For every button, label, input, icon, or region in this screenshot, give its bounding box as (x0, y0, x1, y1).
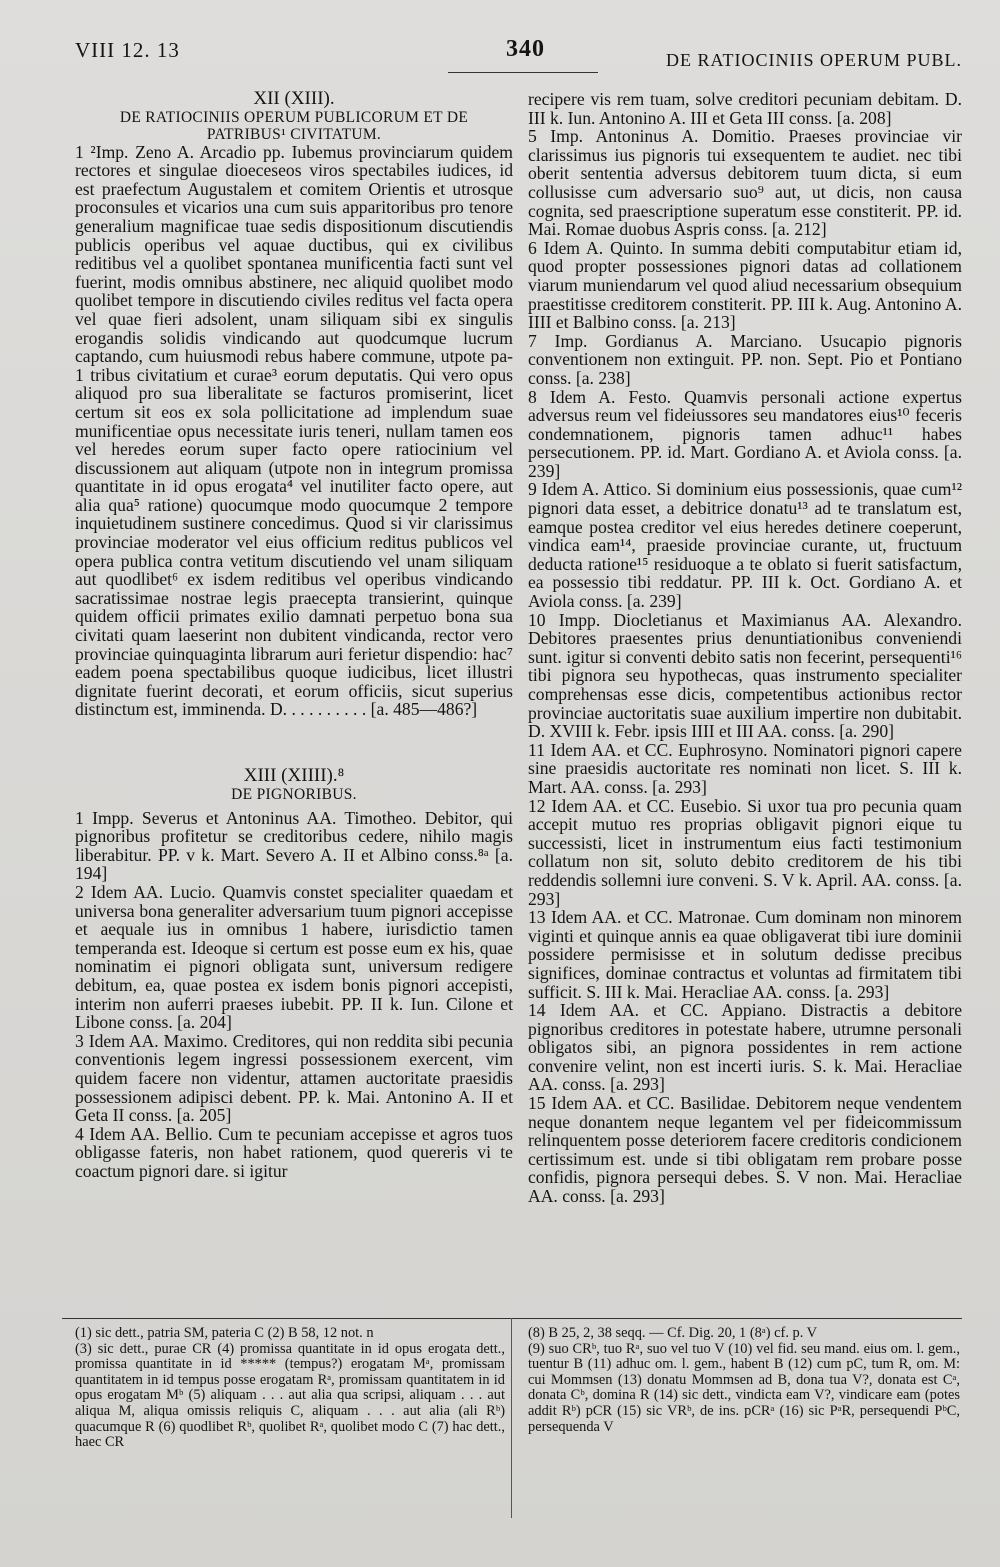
law-entry-14: 14 Idem AA. et CC. Appiano. Distractis a debitore pignoribus creditores in potestate habere, utrumne personali obligatos sibi, an pignora possidentes in rem actione convenire velint, non est incerti iuris. S. k. Mai. Heracliae AA. conss. [a. 293] (528, 1000, 962, 1095)
law-entry-3: 3 Idem AA. Maximo. Creditores, qui non reddita sibi pecunia conventionis legem ingressi possessionem exercent, vim quidem facere non videntur, attamen auctoritate praesidis possessionem adipisci debent. PP. k. Mai. Antonino A. II et Geta II conss. [a. 205] (75, 1030, 513, 1126)
footnote-column-divider (511, 1318, 512, 1518)
section-title-xiii: XIII (XIIII).⁸ (243, 765, 345, 786)
page-number-rule (448, 72, 598, 73)
running-head-right: DE RATIOCINIIS OPERUM PUBL. (665, 50, 962, 70)
law-entry-13: 13 Idem AA. et CC. Matronae. Cum dominam non minorem viginti et quinque annis ea quae obligaverat tibi iure dominii possidere permisisse et in solutum dedisse precibus significes, dominae contractus et voluntas ad firmitatem tibi sufficit. S. III k. Mai. Heracliae AA. conss. [a. 293] (528, 907, 962, 1002)
law-entry-4-continued: recipere vis rem tuam, solve creditori pecuniam debitam. D. III k. Iun. Antonino A. III et Geta III conss. [a. 208] (528, 89, 962, 128)
law-entry-10: 10 Impp. Diocletianus et Maximianus AA. Alexandro. Debitores praesentes prius denuntiationibus conveniendi sunt. igitur si conventi debito satis non fecerint, persequenti¹⁶ tibi pignora seu hypothecas, quas instrumento specialiter comprehensas esse dicis, competentibus actionibus rector provinciae auctoritatis suae auxilium impertire non dubitabit. D. XVIII k. Febr. ipsis IIII et III AA. conss. [a. 290] (528, 609, 962, 742)
section-subtitle-xiii: DE PIGNORIBUS. (231, 785, 357, 803)
law-entry-8: 8 Idem A. Festo. Quamvis personali actione expertus adversus reum vel fideiussores seu mandatores eius¹⁰ feceris condemnationem, pignoris tamen adhuc¹¹ habes persecutionem. PP. id. Mart. Gordiano A. et Aviola conss. [a. 239] (528, 386, 962, 481)
footnote-block: (1) sic dett., patria SM, pateria C (2) B 58, 12 not. n (75, 1325, 374, 1341)
law-entry-11: 11 Idem AA. et CC. Euphrosyno. Nominatori pignori capere sine praesidis auctoritate res nominati non licet. S. III k. Mart. AA. conss. [a. 293] (528, 739, 962, 797)
left-column (75, 90, 513, 1180)
running-head-left: VIII 12. 13 (75, 38, 180, 62)
law-entry-12: 12 Idem AA. et CC. Eusebio. Si uxor tua pro pecunia quam accepit mutuo res proprias obligavit pignori eique tu successisti, licet in instrumentum eius facti testimonium collatum non sit, soluto debito creditorem de his tibi reddendis sollemni iure conveni. S. V k. April. AA. conss. [a. 293] (528, 795, 962, 909)
footnote-rule-right (510, 1318, 962, 1319)
right-column (528, 90, 962, 1206)
law-entry-15: 15 Idem AA. et CC. Basilidae. Debitorem neque vendentem neque donantem neque legantem vel per fideicommissum relinquentem posse deteriorem facere creditoris condicionem certissimum est. unde si tibi obligatam rem probare posse confidis, pignora persequi debes. S. V non. Mai. Heracliae AA. conss. [a. 293] (528, 1093, 962, 1207)
footnote-block: (3) sic dett., purae CR (4) promissa quantitate in id opus erogata dett., promissa quantitate in id ***** (tempus?) erogatam Mᵃ, promissam quantitatem in id tempus posse erogatam Rᵃ, promissam quantitatem in id opus erogatam Mᵇ (5) aliquam . . . aut alia qua scripsi, aliquam . . . aut aliqua M, aliqua omissis reliquis C, aliquam . . . aut alia (ali Rᵇ) quacumque R (6) quodlibet Rᵇ, quolibet Rᵃ, quolibet modo C (7) hac dett., haec CR (75, 1340, 505, 1451)
footnotes-right (528, 1326, 960, 1435)
section-title-xii: XII (XIII). (253, 88, 335, 109)
footnotes-left (75, 1326, 505, 1451)
section-subtitle-xii-line1: DE RATIOCINIIS OPERUM PUBLICORUM ET DE (119, 108, 469, 126)
law-entry-9: 9 Idem A. Attico. Si dominium eius possessionis, quae cum¹² pignori data esset, a debitrice donatu¹³ ad te translatum est, eamque postea creditor vel eius heredes detinere coeperunt, vindica eam¹⁴, praeside provinciae curante, ut, fructuum deducta ratione¹⁵ residuoque a te oblato si fuerit satisfactum, ea possessio tibi reddatur. PP. III k. Oct. Gordiano A. et Aviola conss. [a. 239] (528, 479, 962, 612)
law-entry-1: 1 Impp. Severus et Antoninus AA. Timotheo. Debitor, qui pignoribus profitetur se creditoribus cedere, nihilo magis liberabitur. PP. v k. Mart. Severo A. II et Albino conss.⁸ᵃ [a. 194] (75, 807, 513, 884)
law-entry-2: 2 Idem AA. Lucio. Quamvis constet specialiter quaedam et universa bona generaliter adversarium tuum pignori accepisse et aequale ius in omnibus 1 habere, iurisdictio tamen temperanda est. Ideoque si certum est posse eum ex his, quae nominatim ei pignori obligata sunt, universum redigere debitum, ea, quae postea ex isdem bonis pignori accepisti, interim non auferri praeses iubebit. PP. II k. Iun. Cilone et Libone conss. [a. 204] (75, 881, 513, 1033)
law-entry-6: 6 Idem A. Quinto. In summa debiti computabitur etiam id, quod propter possessiones pignori datas ad collationem viarum muniendarum vel quod aliud necessarium obsequium praestitisse creditorem constiterit. PP. III k. Aug. Antonino A. IIII et Balbino conss. [a. 213] (528, 237, 962, 333)
section-gap (75, 719, 513, 767)
section-text-xii: 1 ²Imp. Zeno A. Arcadio pp. Iubemus provinciarum quidem rectores et singulae dioeceseos viros spectabiles iudices, id est praefectum Augustalem et comitem Orientis et utrosque proconsules et vicarios una cum suis apparitoribus pro tenore generalium magnificae tuae sedis dispositionum discutiendis publicis operibus vel aquae ductibus, qui ex civilibus reditibus vel a quolibet spontanea munificentia facti sunt vel fuerint, modis omnibus abstinere, nec aliquid quolibet modo quolibet tempore in discutiendo civiles reditus vel facta opera vel quae fieri adsolent, unam siliquam sibi ex singulis erogandis solidis vindicando aut quodcumque lucrum captando, cum huiusmodi rebus habere commune, utpote pa- 1 tribus civitatium et curae³ eorum deputatis. Qui vero opus aliquod pro sua liberalitate se facturos promiserint, licet certum sit eos ex sola pollicitatione ad implendum suae munificentiae opus necessitate iuris teneri, nullam tamen eos vel heredes eorum super facto opere ratiocinium vel discussionem aut aliquam (utpote non in integrum promissa quantitate in id opus erogata⁴ vel inutiliter facto opere, aut alia qua⁵ ratione) quocumque modo quocumque 2 tempore inquietudinem sustinere concedimus. Quod si vir clarissimus provinciae moderator vel eius officium reditus publicos vel opera publica contra vetitum discutiendo vel unam siliquam aut quodlibet⁶ ex isdem reditibus vel operibus vindicando sacratissimae nostrae legis praecepta transierint, quinque quidem officii primates exilio damnati perpetuo bona sua civitati quam laeserint non dubitent vindicanda, rector vero provinciae quinquaginta librarum auri ferietur dispendio: hac⁷ eadem poena spectabilibus quoque iudicibus, licet illustri dignitate fuerint decorati, et eorum officiis, sicut superius distinctum est, imminenda. D. . . . . . . . . . [a. 485—486?] (75, 141, 513, 720)
page-number: 340 (506, 36, 545, 62)
law-entry-7: 7 Imp. Gordianus A. Marciano. Usucapio pignoris conventionem non extinguit. PP. non. Sept. Pio et Pontiano conss. [a. 238] (528, 330, 962, 388)
law-entry-4: 4 Idem AA. Bellio. Cum te pecuniam accepisse et agros tuos obligasse fateris, non habet rationem, quod quereris vi te coactum pignori dare. si igitur (75, 1123, 513, 1181)
footnote-block: (9) suo CRᵇ, tuo Rᵃ, suo vel tuo V (10) vel fid. seu mand. eius om. l. gem., tuentur B (11) adhuc om. l. gem., habent B (12) cum pC, tum R, om. M: cui Mommsen (13) donatu Mommsen ad B, dona tua V?, donata est Cᵃ, donata Cᵇ, domina R (14) sic dett., vindicta eam V?, vindicare eam (potes addit Rᵇ) pCR (15) sic VRᵇ, de ins. pCRᵃ (16) sic PᵃR, persequendi PᵇC, persequenda V (528, 1340, 960, 1435)
section-subtitle-xii-line2: PATRIBUS¹ CIVITATUM. (206, 125, 382, 143)
footnote-block: (8) B 25, 2, 38 seqq. — Cf. Dig. 20, 1 (8ᵃ) cf. p. V (528, 1325, 818, 1341)
footnote-rule-left (62, 1318, 512, 1319)
law-entry-5: 5 Imp. Antoninus A. Domitio. Praeses provinciae vir clarissimus ius pignoris tui exsequentem te audiet. nec tibi oberit sententia adversus debitorem tuum dicta, si eum collusisse cum adversario suo⁹ aut, ut dicis, non causa cognita, sed praescriptione superatum esse constiterit. PP. id. Mai. Romae duobus Aspris conss. [a. 212] (528, 126, 962, 240)
